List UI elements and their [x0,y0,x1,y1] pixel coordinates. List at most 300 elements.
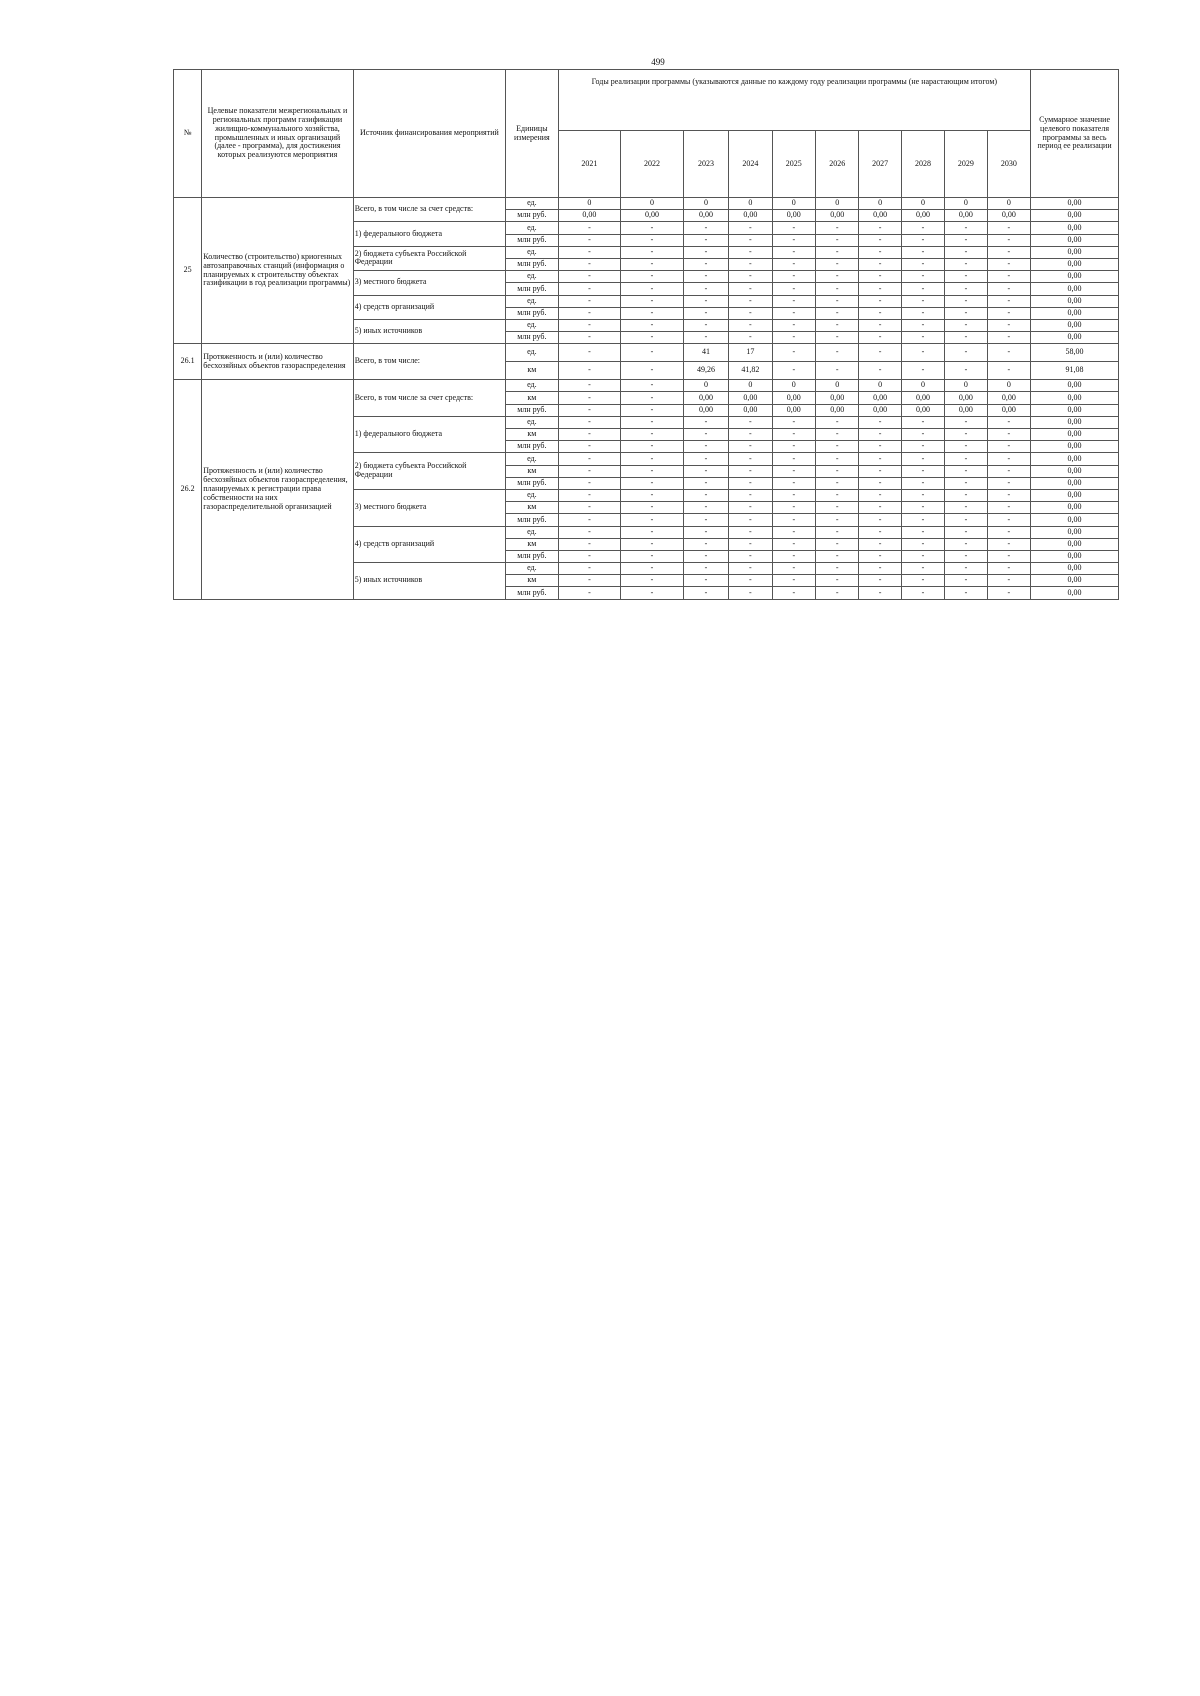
value-cell-2025: - [772,222,815,234]
value-cell-2028: - [901,332,944,344]
value-cell-2028: - [901,362,944,380]
value-cell-2025: - [772,307,815,319]
value-cell-2023: 0,00 [683,404,728,416]
financing-source: 1) федерального бюджета [353,222,505,246]
table-row [174,380,1119,392]
value-cell-2023: - [683,332,728,344]
value-cell-2025: - [772,283,815,295]
value-cell-2024: - [729,526,772,538]
value-cell-2021: - [558,563,621,575]
value-cell-2021: - [558,234,621,246]
value-cell-2027: - [859,429,901,441]
value-cell-2021: - [558,489,621,501]
header-unit: Единицы измерения [506,70,558,198]
value-cell-2027: - [859,477,901,489]
value-cell-2026: 0,00 [816,392,859,404]
value-cell-2022: - [621,380,684,392]
total-cell: 0,00 [1031,538,1119,550]
value-cell-2030: - [987,502,1030,514]
value-cell-2029: 0,00 [945,210,987,222]
value-cell-2029: - [945,575,987,587]
unit-cell: ед. [506,416,558,428]
total-cell: 0,00 [1031,332,1119,344]
value-cell-2029: - [945,307,987,319]
unit-cell: км [506,429,558,441]
value-cell-2023: 0,00 [683,392,728,404]
unit-cell: млн руб. [506,514,558,526]
value-cell-2027: - [859,441,901,453]
value-cell-2022: - [621,416,684,428]
value-cell-2027: - [859,538,901,550]
value-cell-2023: - [683,587,728,599]
unit-cell: ед. [506,295,558,307]
value-cell-2028: - [901,465,944,477]
unit-cell: млн руб. [506,234,558,246]
value-cell-2023: 49,26 [683,362,728,380]
value-cell-2023: 0 [683,198,728,210]
value-cell-2026: - [816,332,859,344]
value-cell-2026: - [816,441,859,453]
value-cell-2028: - [901,319,944,331]
value-cell-2026: 0 [816,380,859,392]
total-cell: 0,00 [1031,295,1119,307]
value-cell-2028: - [901,307,944,319]
value-cell-2021: - [558,307,621,319]
value-cell-2030: - [987,416,1030,428]
header-year-2029: 2029 [945,131,987,198]
value-cell-2024: - [729,441,772,453]
value-cell-2029: 0 [945,198,987,210]
value-cell-2025: - [772,563,815,575]
value-cell-2025: - [772,429,815,441]
value-cell-2021: - [558,550,621,562]
value-cell-2030: 0,00 [987,404,1030,416]
value-cell-2025: - [772,441,815,453]
unit-cell: млн руб. [506,550,558,562]
total-cell: 58,00 [1031,344,1119,362]
value-cell-2024: - [729,538,772,550]
value-cell-2029: - [945,416,987,428]
value-cell-2025: - [772,246,815,258]
value-cell-2023: - [683,441,728,453]
value-cell-2027: - [859,514,901,526]
value-cell-2021: - [558,587,621,599]
unit-cell: км [506,575,558,587]
value-cell-2024: - [729,465,772,477]
value-cell-2026: - [816,514,859,526]
value-cell-2028: - [901,587,944,599]
value-cell-2021: - [558,453,621,465]
value-cell-2022: - [621,441,684,453]
value-cell-2024: - [729,319,772,331]
value-cell-2029: - [945,295,987,307]
value-cell-2026: - [816,271,859,283]
value-cell-2024: - [729,575,772,587]
total-cell: 0,00 [1031,477,1119,489]
indicator-description: Количество (строительство) криогенных автозаправочных станций (информация о планируемых к строительству объектах газификации в год реализации программы) [202,198,353,344]
value-cell-2025: - [772,550,815,562]
value-cell-2023: - [683,526,728,538]
value-cell-2024: - [729,246,772,258]
value-cell-2022: - [621,465,684,477]
value-cell-2021: 0,00 [558,210,621,222]
unit-cell: ед. [506,344,558,362]
header-year-2023: 2023 [683,131,728,198]
value-cell-2030: 0 [987,380,1030,392]
value-cell-2029: - [945,453,987,465]
financing-source: 5) иных источников [353,563,505,600]
value-cell-2025: - [772,587,815,599]
value-cell-2025: - [772,465,815,477]
value-cell-2024: - [729,258,772,270]
value-cell-2022: - [621,550,684,562]
value-cell-2025: 0 [772,380,815,392]
value-cell-2030: - [987,429,1030,441]
value-cell-2030: - [987,550,1030,562]
value-cell-2029: - [945,502,987,514]
value-cell-2021: - [558,441,621,453]
value-cell-2025: - [772,477,815,489]
value-cell-2027: - [859,489,901,501]
value-cell-2030: - [987,453,1030,465]
total-cell: 0,00 [1031,222,1119,234]
value-cell-2024: - [729,222,772,234]
total-cell: 0,00 [1031,283,1119,295]
unit-cell: ед. [506,489,558,501]
value-cell-2022: - [621,295,684,307]
value-cell-2030: - [987,526,1030,538]
value-cell-2027: - [859,575,901,587]
value-cell-2026: - [816,222,859,234]
value-cell-2030: 0,00 [987,210,1030,222]
value-cell-2029: - [945,222,987,234]
value-cell-2029: - [945,319,987,331]
row-number: 26.1 [174,344,202,380]
value-cell-2021: - [558,538,621,550]
financing-source: 1) федерального бюджета [353,416,505,453]
value-cell-2023: - [683,416,728,428]
value-cell-2021: - [558,295,621,307]
value-cell-2030: - [987,222,1030,234]
page-number: 499 [651,57,665,67]
total-cell: 0,00 [1031,307,1119,319]
value-cell-2022: - [621,307,684,319]
value-cell-2029: 0 [945,380,987,392]
value-cell-2021: - [558,344,621,362]
header-year-2024: 2024 [729,131,772,198]
value-cell-2028: - [901,526,944,538]
value-cell-2026: - [816,246,859,258]
value-cell-2027: 0,00 [859,404,901,416]
value-cell-2022: - [621,271,684,283]
header-year-2026: 2026 [816,131,859,198]
row-number: 26.2 [174,380,202,599]
value-cell-2024: - [729,477,772,489]
financing-source: Всего, в том числе за счет средств: [353,198,505,222]
unit-cell: млн руб. [506,210,558,222]
header-indicator: Целевые показатели межрегиональных и региональных программ газификации жилищно-коммунального хозяйства, промышленных и иных организаций (далее - программа), для достижения которых реализуются мероприятия [202,70,353,198]
value-cell-2022: - [621,489,684,501]
unit-cell: ед. [506,453,558,465]
value-cell-2023: - [683,465,728,477]
value-cell-2029: - [945,465,987,477]
value-cell-2027: - [859,563,901,575]
value-cell-2022: - [621,575,684,587]
value-cell-2027: - [859,319,901,331]
value-cell-2029: - [945,563,987,575]
value-cell-2022: - [621,404,684,416]
value-cell-2025: - [772,271,815,283]
value-cell-2023: - [683,575,728,587]
financing-source: 3) местного бюджета [353,489,505,526]
value-cell-2030: 0,00 [987,392,1030,404]
value-cell-2030: - [987,332,1030,344]
value-cell-2022: - [621,502,684,514]
value-cell-2021: - [558,514,621,526]
value-cell-2030: - [987,514,1030,526]
value-cell-2024: - [729,563,772,575]
value-cell-2022: 0,00 [621,210,684,222]
total-cell: 0,00 [1031,258,1119,270]
value-cell-2030: - [987,489,1030,501]
header-year-2030: 2030 [987,131,1030,198]
value-cell-2022: - [621,392,684,404]
unit-cell: ед. [506,222,558,234]
value-cell-2029: - [945,489,987,501]
value-cell-2024: - [729,307,772,319]
value-cell-2022: - [621,258,684,270]
total-cell: 0,00 [1031,441,1119,453]
value-cell-2027: - [859,587,901,599]
value-cell-2024: - [729,416,772,428]
value-cell-2024: - [729,234,772,246]
value-cell-2023: - [683,502,728,514]
value-cell-2027: - [859,465,901,477]
value-cell-2029: - [945,271,987,283]
value-cell-2026: 0,00 [816,210,859,222]
value-cell-2027: - [859,307,901,319]
value-cell-2022: - [621,283,684,295]
unit-cell: млн руб. [506,307,558,319]
value-cell-2029: - [945,332,987,344]
value-cell-2030: - [987,319,1030,331]
value-cell-2029: - [945,514,987,526]
value-cell-2027: - [859,295,901,307]
value-cell-2024: - [729,550,772,562]
value-cell-2026: - [816,465,859,477]
unit-cell: ед. [506,380,558,392]
total-cell: 0,00 [1031,404,1119,416]
value-cell-2027: - [859,271,901,283]
value-cell-2027: - [859,502,901,514]
value-cell-2025: - [772,416,815,428]
unit-cell: млн руб. [506,587,558,599]
unit-cell: млн руб. [506,258,558,270]
value-cell-2025: - [772,526,815,538]
value-cell-2024: 0,00 [729,210,772,222]
value-cell-2029: 0,00 [945,404,987,416]
value-cell-2030: - [987,465,1030,477]
value-cell-2021: - [558,392,621,404]
header-year-2027: 2027 [859,131,901,198]
value-cell-2028: - [901,550,944,562]
value-cell-2029: - [945,283,987,295]
value-cell-2028: - [901,295,944,307]
value-cell-2022: - [621,477,684,489]
value-cell-2028: - [901,416,944,428]
value-cell-2029: - [945,429,987,441]
value-cell-2023: - [683,550,728,562]
value-cell-2028: - [901,222,944,234]
value-cell-2027: 0 [859,380,901,392]
value-cell-2025: - [772,258,815,270]
header-total: Суммарное значение целевого показателя программы за весь период ее реализации [1031,70,1119,198]
value-cell-2023: - [683,453,728,465]
total-cell: 91,08 [1031,362,1119,380]
row-number: 25 [174,198,202,344]
value-cell-2021: - [558,362,621,380]
value-cell-2021: - [558,575,621,587]
total-cell: 0,00 [1031,465,1119,477]
value-cell-2030: - [987,344,1030,362]
value-cell-2023: - [683,222,728,234]
value-cell-2028: 0,00 [901,404,944,416]
value-cell-2026: - [816,502,859,514]
value-cell-2030: - [987,587,1030,599]
financing-source: Всего, в том числе за счет средств: [353,380,505,417]
value-cell-2021: - [558,246,621,258]
value-cell-2022: - [621,514,684,526]
value-cell-2027: - [859,453,901,465]
value-cell-2026: - [816,307,859,319]
total-cell: 0,00 [1031,453,1119,465]
total-cell: 0,00 [1031,271,1119,283]
value-cell-2028: - [901,258,944,270]
value-cell-2022: - [621,587,684,599]
value-cell-2022: - [621,246,684,258]
value-cell-2021: 0 [558,198,621,210]
value-cell-2028: - [901,538,944,550]
header-year-2021: 2021 [558,131,621,198]
value-cell-2023: - [683,489,728,501]
value-cell-2030: - [987,477,1030,489]
value-cell-2029: - [945,538,987,550]
total-cell: 0,00 [1031,429,1119,441]
value-cell-2023: - [683,538,728,550]
value-cell-2026: - [816,563,859,575]
value-cell-2030: - [987,234,1030,246]
unit-cell: млн руб. [506,477,558,489]
total-cell: 0,00 [1031,392,1119,404]
value-cell-2027: - [859,362,901,380]
value-cell-2028: - [901,502,944,514]
value-cell-2026: - [816,526,859,538]
value-cell-2025: - [772,332,815,344]
value-cell-2027: - [859,246,901,258]
total-cell: 0,00 [1031,319,1119,331]
value-cell-2024: - [729,514,772,526]
value-cell-2025: - [772,489,815,501]
value-cell-2026: - [816,477,859,489]
value-cell-2026: 0 [816,198,859,210]
value-cell-2022: - [621,234,684,246]
header-row-1 [174,70,1119,131]
value-cell-2025: - [772,295,815,307]
table-row [174,198,1119,210]
value-cell-2022: - [621,429,684,441]
value-cell-2022: - [621,362,684,380]
value-cell-2021: - [558,429,621,441]
value-cell-2030: - [987,295,1030,307]
value-cell-2021: - [558,283,621,295]
value-cell-2025: - [772,362,815,380]
value-cell-2028: - [901,234,944,246]
value-cell-2028: 0,00 [901,210,944,222]
value-cell-2022: - [621,526,684,538]
value-cell-2022: - [621,344,684,362]
value-cell-2024: - [729,489,772,501]
value-cell-2026: - [816,295,859,307]
value-cell-2025: - [772,514,815,526]
value-cell-2028: - [901,575,944,587]
value-cell-2021: - [558,477,621,489]
value-cell-2026: - [816,453,859,465]
value-cell-2026: - [816,362,859,380]
financing-source: 3) местного бюджета [353,271,505,295]
value-cell-2024: - [729,453,772,465]
value-cell-2023: - [683,477,728,489]
value-cell-2023: - [683,514,728,526]
value-cell-2022: - [621,538,684,550]
financing-source: Всего, в том числе: [353,344,505,380]
value-cell-2028: - [901,441,944,453]
header-source: Источник финансирования мероприятий [353,70,505,198]
value-cell-2023: - [683,429,728,441]
value-cell-2026: - [816,234,859,246]
unit-cell: ед. [506,319,558,331]
indicator-description: Протяженность и (или) количество бесхозяйных объектов газораспределения [202,344,353,380]
unit-cell: км [506,538,558,550]
value-cell-2030: - [987,307,1030,319]
total-cell: 0,00 [1031,550,1119,562]
value-cell-2021: - [558,502,621,514]
value-cell-2030: - [987,283,1030,295]
value-cell-2022: 0 [621,198,684,210]
value-cell-2026: - [816,575,859,587]
value-cell-2024: - [729,283,772,295]
value-cell-2029: - [945,258,987,270]
value-cell-2029: - [945,344,987,362]
value-cell-2026: - [816,489,859,501]
value-cell-2030: - [987,258,1030,270]
value-cell-2023: - [683,258,728,270]
value-cell-2028: - [901,246,944,258]
value-cell-2025: - [772,453,815,465]
value-cell-2026: - [816,258,859,270]
value-cell-2029: - [945,587,987,599]
value-cell-2027: 0,00 [859,392,901,404]
value-cell-2025: 0,00 [772,392,815,404]
header-year-2022: 2022 [621,131,684,198]
value-cell-2024: 0,00 [729,392,772,404]
value-cell-2028: - [901,477,944,489]
value-cell-2024: - [729,502,772,514]
value-cell-2029: - [945,246,987,258]
value-cell-2028: - [901,489,944,501]
value-cell-2023: - [683,246,728,258]
value-cell-2027: - [859,344,901,362]
value-cell-2029: - [945,234,987,246]
